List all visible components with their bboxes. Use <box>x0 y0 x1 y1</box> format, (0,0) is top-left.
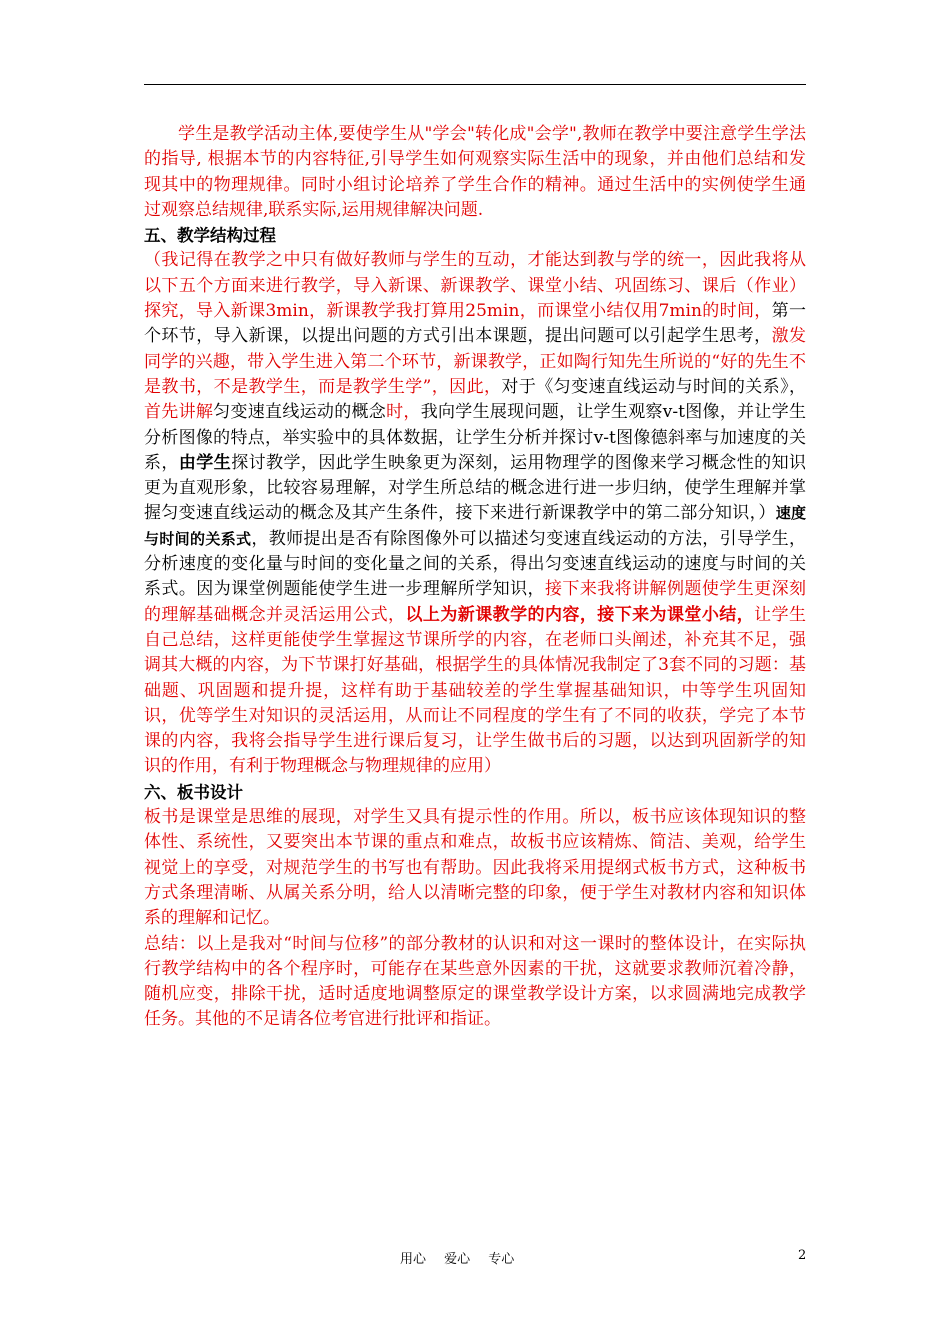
page-number: 2 <box>798 1248 807 1263</box>
text-segment: 对于《匀变速直线运动与时间的关系》， <box>501 376 806 397</box>
text-segment: 探讨教学，因此学生映象更为深刻，运用物理学的图像来学习概念性的知识更为直观形象，比较容易理解，对学生所总结的概念进行进一步归纳，使学生理解并掌握匀变速直线运动的概念及其产生条件，接下来进行新课教学中的第二部分知识，） <box>144 452 807 524</box>
summary-paragraph: 总结：以上是我对“时间与位移”的部分教材的认识和对这一课时的整体设计，在实际执行教学结构中的各个程序时，可能存在某些意外因素的干扰，这就要求教师沉着冷静，随机应变，排除干扰，适时适度地调整原定的课堂教学设计方案，以求圆满地完成教学任务。其他的不足请各位考官进行批评和指证。 <box>144 933 806 1030</box>
section-5-paragraph <box>144 248 806 779</box>
text-segment: 匀变速直线运动的概念 <box>213 402 387 423</box>
text-segment-bold: 由学生 <box>178 452 232 473</box>
page-footer <box>0 1248 950 1268</box>
section-heading-teaching-process: 五、教学结构过程 <box>144 226 276 246</box>
text-segment: 第一个环节，导入新课，以提出问题的方式引出本课题，提出问题可以引起学生思考， <box>144 301 807 347</box>
text-segment-bold: 以上为新课教学的内容，接下来为课堂小结， <box>405 604 755 625</box>
text-segment: 激发同学的兴趣，带入学生进入第二个环节，新课教学，正如陶行知先生所说的“好的先生不是教书，不是教学生，而是教学生学”，因此， <box>144 326 807 397</box>
text-segment: ，教师提出是否有除图像外可以描述匀变速直线运动的方法，引导学生，分析速度的变化量与时间的变化量之间的关系，得出匀变速直线运动的速度与时间的关系式。因为课堂例题能使学生进一步理解所学知识， <box>144 528 806 600</box>
header-rule <box>144 84 806 85</box>
section-heading-board-design: 六、板书设计 <box>144 782 243 802</box>
text-segment: 让学生自己总结，这样更能使学生掌握这节课所学的内容，在老师口头阐述，补充其不足，强调其大概的内容，为下节课打好基础，根据学生的具体情况我制定了3套不同的习题：基础题、巩固题和提升提，这样有助于基础较差的学生掌握基础知识，中等学生巩固知识，优等学生对知识的灵活运用，从而让不同程度的学生有了不同的收获，学完了本节课的内容，我将会指导学生进行课后复习，让学生做书后的习题，以达到巩固新学的知识的作用，有利于物理概念与物理规律的应用） <box>144 604 807 777</box>
text-segment: （我记得在教学之中只有做好教师与学生的互动，才能达到教与学的统一，因此我将从以下五个方面来进行教学，导入新课、新课教学、课堂小结、巩固练习、课后（作业）探究，导入新课3min，新课教学我打算用25min，而课堂小结仅用7min的时间， <box>144 250 806 322</box>
text-segment: 接下来我将讲解例题使学生更深刻的理解基础概念并灵活运用公式， <box>144 579 807 625</box>
text-segment-bold: 速度与时间的关系式 <box>144 504 806 548</box>
intro-paragraph: 学生是教学活动主体,要使学生从"学会"转化成"会学",教师在教学中要注意学生学法的指导, 根据本节的内容特征,引导学生如何观察实际生活中的现象，并由他们总结和发现其中的物理规律。同时小组讨论培养了学生合作的精神。通过生活中的实例使学生通过观察总结规律,联系实际,运用规律解决问题. <box>144 124 806 220</box>
page-content <box>144 122 806 1033</box>
footer-slogan: 用心 爱心 专心 <box>400 1252 515 1267</box>
text-segment: 我向学生展现问题，让学生观察v-t图像，并让学生分析图像的特点，举实验中的具体数据，让学生分析并探讨v-t图像德斜率与加速度的关系， <box>144 402 807 473</box>
text-segment: 首先讲解 <box>144 402 214 423</box>
text-segment: 时， <box>386 402 421 423</box>
section-6-paragraph: 板书是课堂是思维的展现，对学生又具有提示性的作用。所以，板书应该体现知识的整体性、系统性，又要突出本节课的重点和难点，故板书应该精炼、简洁、美观，给学生视觉上的享受，对规范学生的书写也有帮助。因此我将采用提纲式板书方式，这种板书方式条理清晰、从属关系分明，给人以清晰完整的印象，便于学生对教材内容和知识体系的理解和记忆。 <box>144 807 806 929</box>
